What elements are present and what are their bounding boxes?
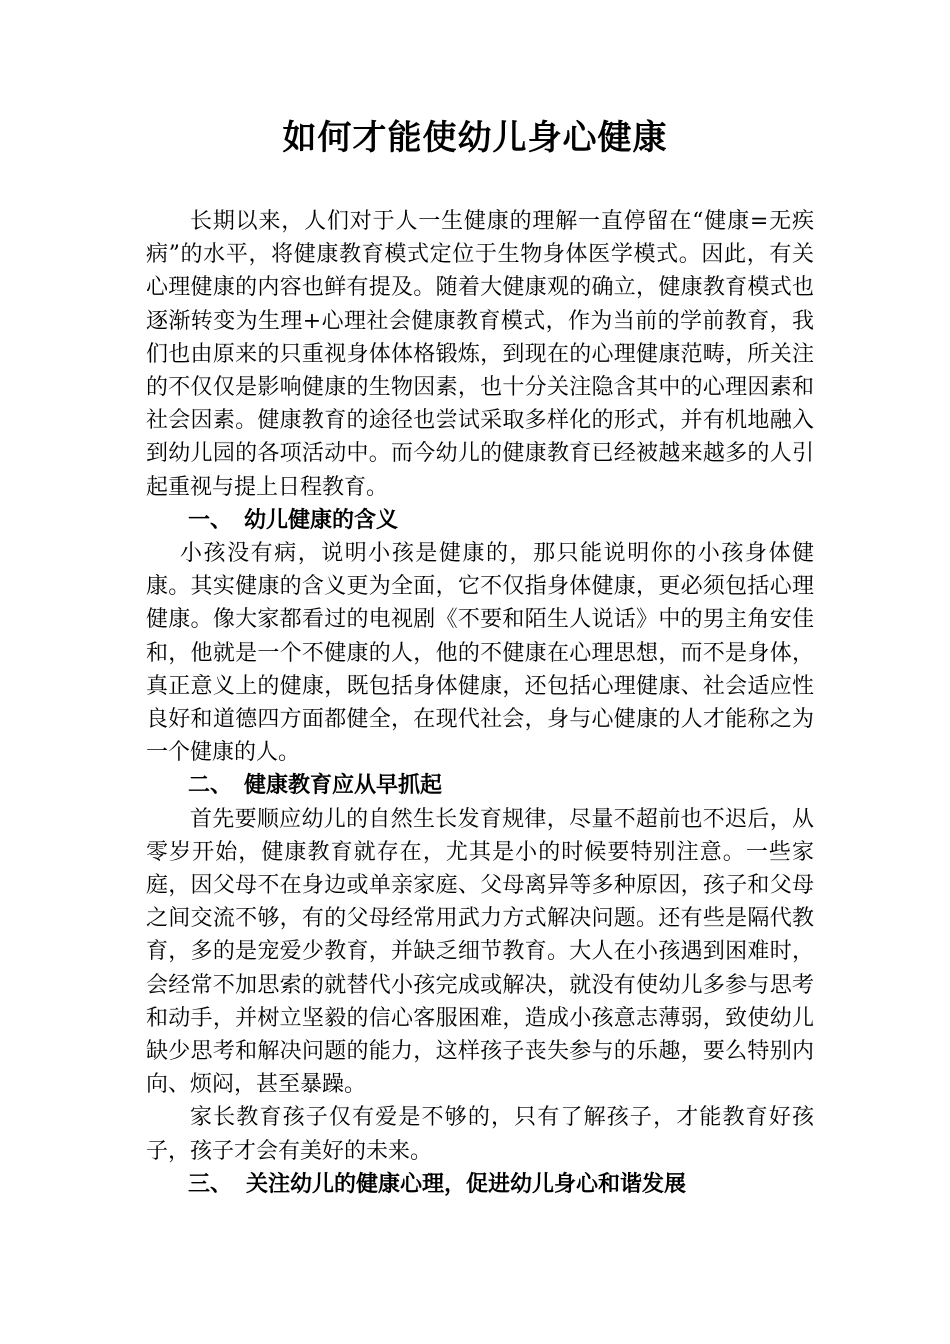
section-1-title: 幼儿健康的含义 [244, 506, 399, 533]
section-1-heading [146, 504, 814, 537]
intro-paragraph: 长期以来，人们对于人一生健康的理解一直停留在“健康=无疾病”的水平，将健康教育模式定位于生物身体医学模式。因此，有关心理健康的内容也鲜有提及。随着大健康观的确立，健康教育模式也逐渐转变为生理+心理社会健康教育模式，作为当前的学前教育，我们也由原来的只重视身体体格锻炼，到现在的心理健康范畴，所关注的不仅仅是影响健康的生物因素，也十分关注隐含其中的心理因素和社会因素。健康教育的途径也尝试采取多样化的形式，并有机地融入到幼儿园的各项活动中。而今幼儿的健康教育已经被越来越多的人引起重视与提上日程教育。 [146, 209, 814, 500]
section-2-paragraph-1: 首先要顺应幼儿的自然生长发育规律，尽量不超前也不迟后，从零岁开始，健康教育就存在，尤其是小的时候要特别注意。一些家庭，因父母不在身边或单亲家庭、父母离异等多种原因，孩子和父母之间交流不够，有的父母经常用武力方式解决问题。还有些是隔代教育，多的是宠爱少教育，并缺乏细节教育。大人在小孩遇到困难时，会经常不加思索的就替代小孩完成或解决，就没有使幼儿多参与思考和动手，并树立坚毅的信心客服困难，造成小孩意志薄弱，致使幼儿缺少思考和解决问题的能力，这样孩子丧失参与的乐趣，要么特别内向、烦闷，甚至暴躁。 [146, 806, 814, 1098]
document-body [146, 205, 814, 1201]
section-2-title: 健康教育应从早抓起 [244, 772, 443, 799]
section-1-number: 一、 [188, 506, 233, 533]
section-3-title: 关注幼儿的健康心理，促进幼儿身心和谐发展 [246, 1170, 687, 1197]
section-1-paragraph: 小孩没有病，说明小孩是健康的，那只能说明你的小孩身体健康。其实健康的含义更为全面，它不仅指身体健康，更必须包括心理健康。像大家都看过的电视剧《不要和陌生人说话》中的男主角安佳和，他就是一个不健康的人，他的不健康在心理思想，而不是身体，真正意义上的健康，既包括身体健康，还包括心理健康、社会适应性良好和道德四方面都健全，在现代社会，身与心健康的人才能称之为一个健康的人。 [146, 541, 814, 766]
section-3-number: 三、 [188, 1170, 233, 1197]
section-2-heading [146, 769, 814, 802]
document-title: 如何才能使幼儿身心健康 [282, 118, 668, 158]
section-2-paragraph-2: 家长教育孩子仅有爱是不够的，只有了解孩子，才能教育好孩子，孩子才会有美好的未来。 [146, 1105, 814, 1164]
section-2-number: 二、 [188, 772, 233, 799]
section-3-heading [146, 1168, 814, 1201]
